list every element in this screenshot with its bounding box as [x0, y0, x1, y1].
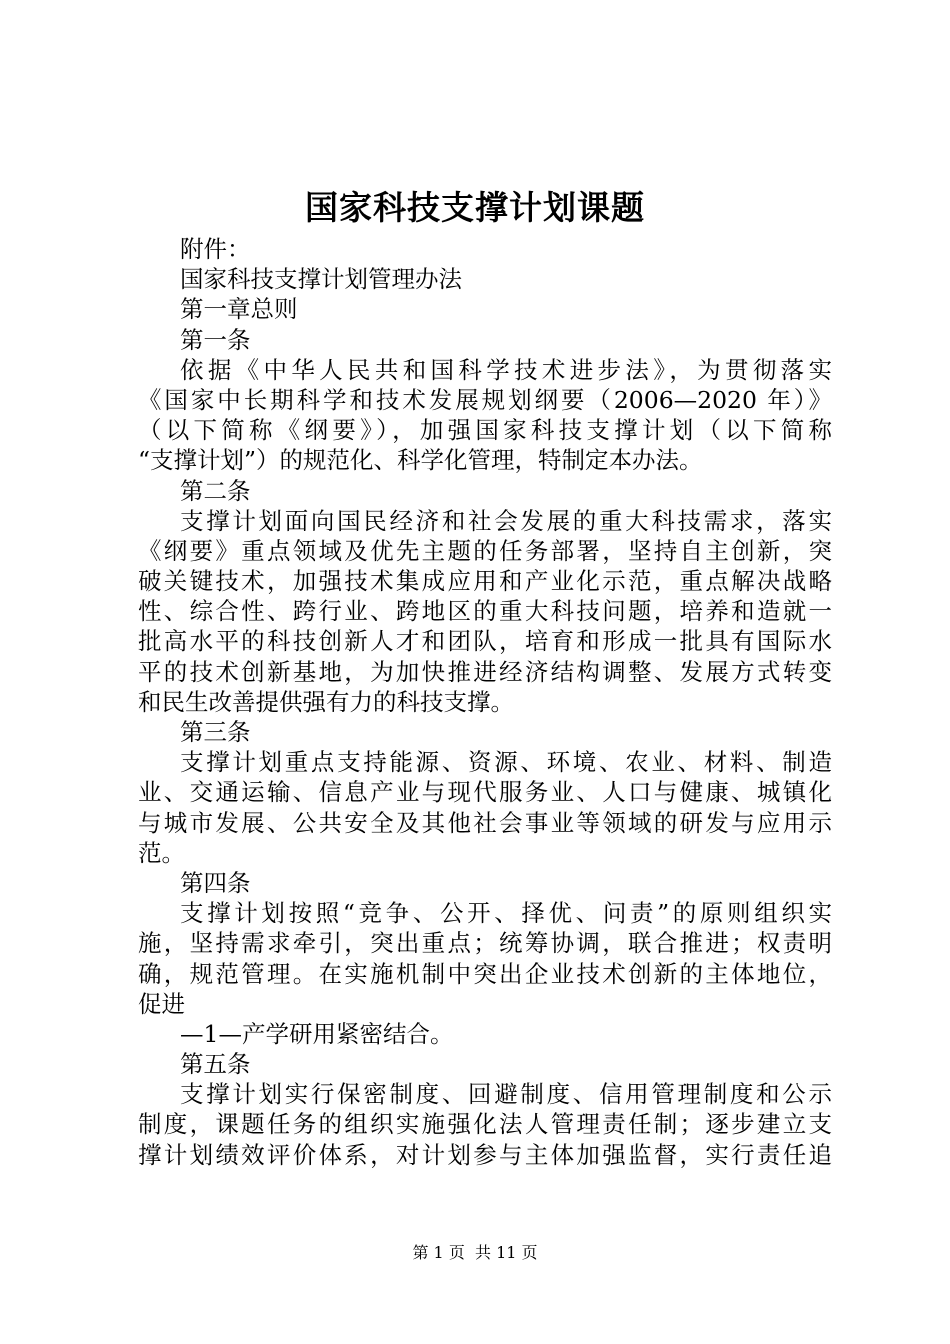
paragraph-line: 破关键技术，加强技术集成应用和产业化示范，重点解决战略: [138, 567, 832, 596]
paragraph-line: 和民生改善提供强有力的科技支撑。: [138, 687, 514, 716]
paragraph-line: 平的技术创新基地，为加快推进经济结构调整、发展方式转变: [138, 657, 832, 686]
paragraph-line: 《国家中长期科学和技术发展规划纲要（2006—2020 年）》: [138, 385, 832, 414]
paragraph-line: 促进: [138, 989, 185, 1018]
paragraph-line: 支撑计划面向国民经济和社会发展的重大科技需求，落实: [180, 506, 832, 535]
paragraph-line: 支撑计划按照“竞争、公开、择优、问责”的原则组织实: [180, 899, 832, 928]
document-title: 国家科技支撑计划课题: [305, 188, 645, 227]
paragraph-line: 支撑计划实行保密制度、回避制度、信用管理制度和公示: [180, 1080, 832, 1109]
paragraph-line: 业、交通运输、信息产业与现代服务业、人口与健康、城镇化: [138, 778, 832, 807]
paragraph-line: 与城市发展、公共安全及其他社会事业等领域的研发与应用示: [138, 808, 832, 837]
paragraph-line: 第四条: [180, 868, 251, 897]
paragraph-line: “支撑计划”）的规范化、科学化管理，特制定本办法。: [138, 446, 703, 475]
paragraph-line: 国家科技支撑计划管理办法: [180, 265, 462, 294]
paragraph-line: 施，坚持需求牵引，突出重点；统筹协调，联合推进；权责明: [138, 929, 832, 958]
paragraph-line: 撑计划绩效评价体系，对计划参与主体加强监督，实行责任追: [138, 1140, 832, 1169]
page-number-label: 第 1 页 共 11 页: [412, 1243, 538, 1262]
paragraph-line: 制度，课题任务的组织实施强化法人管理责任制；逐步建立支: [138, 1110, 832, 1139]
paragraph-line: 附件：: [180, 235, 251, 263]
paragraph-line: 确，规范管理。在实施机制中突出企业技术创新的主体地位，: [138, 959, 832, 988]
document-body: [138, 234, 832, 1170]
paragraph-line: 范。: [138, 838, 185, 867]
paragraph-line: 《纲要》重点领域及优先主题的任务部署，坚持自主创新，突: [138, 536, 832, 565]
paragraph-line: —1—产学研用紧密结合。: [180, 1019, 454, 1048]
paragraph-line: 第二条: [180, 476, 251, 505]
paragraph-line: 第三条: [180, 718, 251, 746]
paragraph-line: 性、综合性、跨行业、跨地区的重大科技问题，培养和造就一: [138, 597, 832, 626]
paragraph-line: 第一条: [180, 325, 251, 354]
paragraph-line: 第五条: [180, 1050, 251, 1079]
paragraph-line: 依据《中华人民共和国科学技术进步法》，为贯彻落实: [180, 355, 832, 384]
paragraph-line: 第一章总则: [180, 295, 298, 324]
paragraph-line: 支撑计划重点支持能源、资源、环境、农业、材料、制造: [180, 748, 832, 777]
paragraph-line: 批高水平的科技创新人才和团队，培育和形成一批具有国际水: [138, 627, 832, 656]
page-footer: [0, 1242, 950, 1264]
paragraph-line: （以下简称《纲要》），加强国家科技支撑计划（以下简称: [138, 416, 832, 445]
